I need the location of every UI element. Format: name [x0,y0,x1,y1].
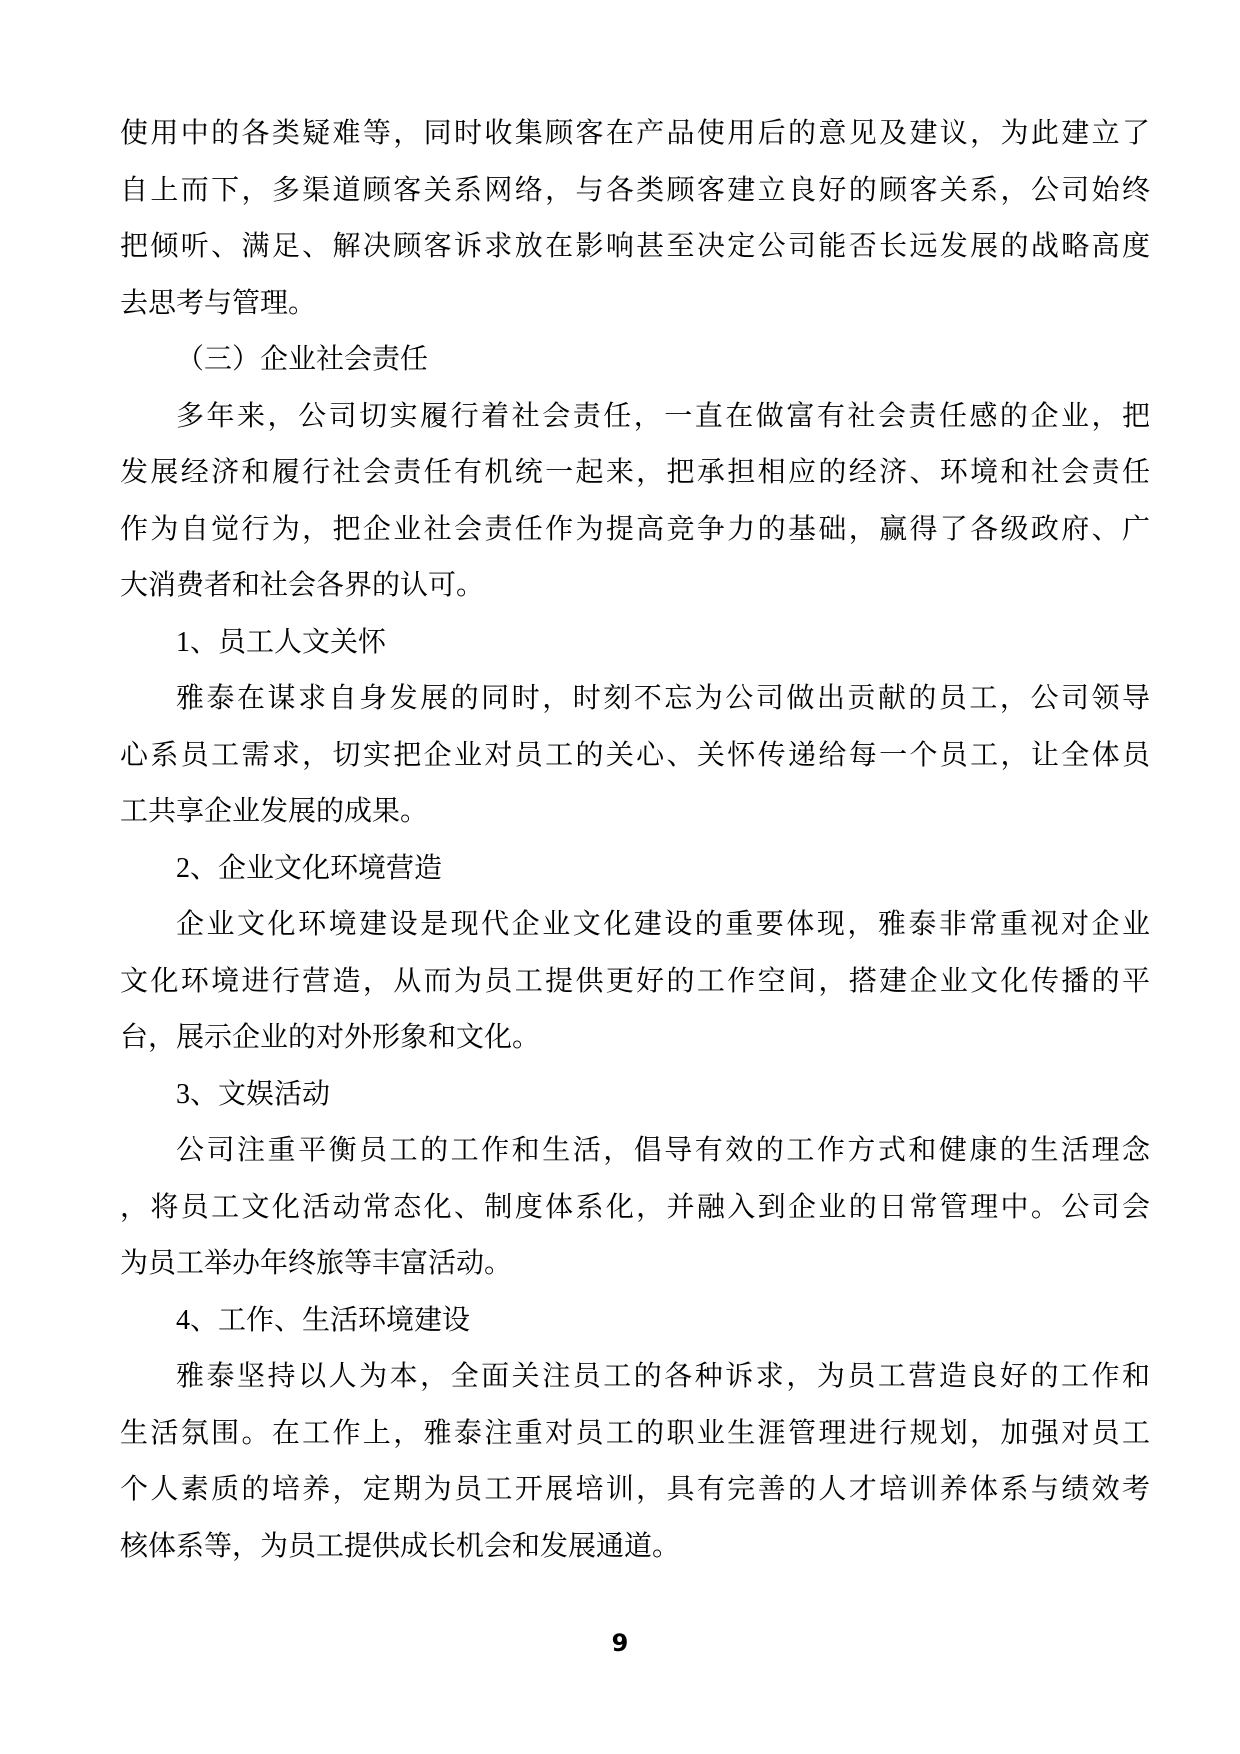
text-line: 台，展示企业的对外形象和文化。 [120,1022,541,1053]
text-line: 1、员工人文关怀 [176,626,387,658]
body-paragraph [120,897,1150,1067]
text-line: 把倾听、满足、解决顾客诉求放在影响甚至决定公司能否长远发展的战略高度 [120,231,1150,262]
heading-paragraph [120,615,1150,672]
text-line: 工共享企业发展的成果。 [120,796,429,827]
text-line: 核体系等，为员工提供成长机会和发展通道。 [120,1530,681,1562]
text-line: 个人素质的培养，定期为员工开展培训，具有完善的人才培训养体系与绩效考 [120,1474,1150,1505]
text-line: ，将员工文化活动常态化、制度体系化，并融入到企业的日常管理中。公司会 [120,1191,1150,1223]
heading-paragraph [120,1067,1150,1124]
body-paragraph [120,106,1150,332]
heading-paragraph [120,332,1150,389]
text-line: 企业文化环境建设是现代企业文化建设的重要体现，雅泰非常重视对企业 [176,909,1150,940]
text-line: 发展经济和履行社会责任有机统一起来，把承担相应的经济、环境和社会责任 [120,457,1150,488]
body-paragraph [120,671,1150,841]
text-line: 大消费者和社会各界的认可。 [120,570,485,601]
text-line: 3、文娱活动 [176,1078,331,1110]
text-line: 生活氛围。在工作上，雅泰注重对员工的职业生涯管理进行规划，加强对员工 [120,1417,1150,1449]
text-line: 雅泰坚持以人为本，全面关注员工的各种诉求，为员工营造良好的工作和 [176,1361,1150,1392]
heading-paragraph [120,841,1150,898]
text-line: 自上而下，多渠道顾客关系网络，与各类顾客建立良好的顾客关系，公司始终 [120,174,1150,206]
text-line: （三）企业社会责任 [176,344,429,375]
text-line: 使用中的各类疑难等，同时收集顾客在产品使用后的意见及建议，为此建立了 [120,118,1150,149]
body-paragraph [120,1123,1150,1293]
text-line: 公司注重平衡员工的工作和生活，倡导有效的工作方式和健康的生活理念 [176,1135,1150,1166]
document-text [120,106,1150,1575]
body-paragraph [120,1349,1150,1575]
text-line: 2、企业文化环境营造 [176,852,443,884]
heading-paragraph [120,1293,1150,1350]
text-line: 心系员工需求，切实把企业对员工的关心、关怀传递给每一个员工，让全体员 [120,739,1150,771]
text-line: 雅泰在谋求自身发展的同时，时刻不忘为公司做出贡献的员工，公司领导 [176,683,1150,714]
text-line: 文化环境进行营造，从而为员工提供更好的工作空间，搭建企业文化传播的平 [120,965,1150,997]
text-line: 作为自觉行为，把企业社会责任作为提高竞争力的基础，赢得了各级政府、广 [120,513,1150,545]
page-number: 9 [611,1629,629,1657]
text-line: 为员工举办年终旅等丰富活动。 [120,1248,513,1279]
text-line: 多年来，公司切实履行着社会责任，一直在做富有社会责任感的企业，把 [176,400,1150,432]
body-paragraph [120,389,1150,615]
text-line: 去思考与管理。 [120,287,317,319]
text-line: 4、工作、生活环境建设 [176,1304,471,1336]
